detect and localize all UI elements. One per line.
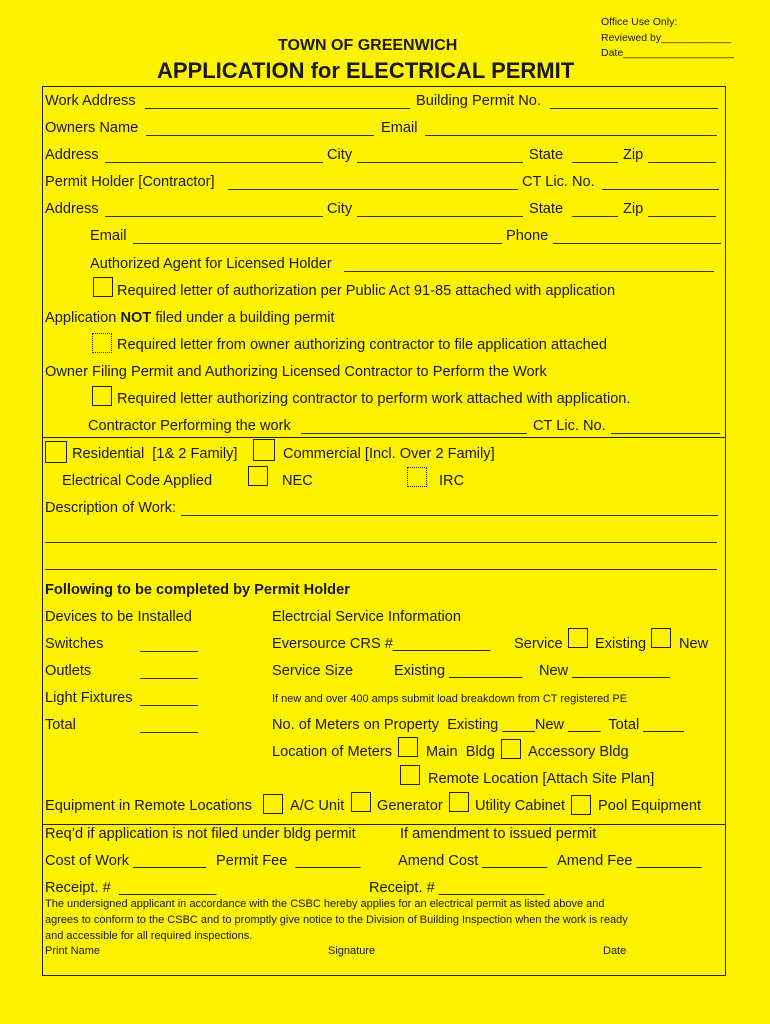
switches-field[interactable] <box>140 651 198 652</box>
owner-email-field[interactable] <box>425 135 717 136</box>
commercial-label: Commercial [Incl. Over 2 Family] <box>283 446 495 462</box>
ac-unit-label: A/C Unit <box>290 798 345 814</box>
residential-label: Residential [1& 2 Family] <box>72 446 238 462</box>
contractor-zip-field[interactable] <box>648 216 716 217</box>
contractor-performing-field[interactable] <box>301 433 527 434</box>
permit-fee-field[interactable]: Permit Fee ________ <box>216 853 361 869</box>
pool-equipment-label: Pool Equipment <box>598 798 702 814</box>
contractor-letter-label: Required letter authorizing contractor to perform work attached with application. <box>117 391 631 407</box>
office-use-title: Office Use Only: <box>601 16 678 28</box>
owner-city-field[interactable] <box>357 162 523 163</box>
form-title: APPLICATION for ELECTRICAL PERMIT <box>157 58 575 83</box>
service-info-label: Electrcial Service Information <box>272 609 461 625</box>
outlets-field[interactable] <box>140 678 198 679</box>
devices-label: Devices to be Installed <box>45 609 192 625</box>
building-permit-field[interactable] <box>550 108 718 109</box>
main-bldg-checkbox[interactable] <box>398 737 418 757</box>
service-size-label: Service Size <box>272 663 354 679</box>
declaration-line-1: The undersigned applicant in accordance with the CSBC hereby applies for an electrical permit as listed above and <box>45 898 605 910</box>
cost-of-work-field[interactable]: Cost of Work _________ <box>45 853 207 869</box>
load-breakdown-note: If new and over 400 amps submit load breakdown from CT registered PE <box>272 693 628 705</box>
work-address-label: Work Address <box>45 93 136 109</box>
service-existing-checkbox[interactable] <box>568 628 588 648</box>
location-meters-label: Location of Meters <box>272 744 393 760</box>
app-not-filed-not: NOT <box>120 310 152 326</box>
owner-state-field[interactable] <box>572 162 618 163</box>
outlets-label: Outlets <box>45 663 92 679</box>
utility-cabinet-checkbox[interactable] <box>449 792 469 812</box>
eversource-label: Eversource CRS #____________ <box>272 636 491 652</box>
declaration-line-3: and accessible for all required inspections. <box>45 930 253 942</box>
owner-filing-label: Owner Filing Permit and Authorizing Licensed Contractor to Perform the Work <box>45 364 547 380</box>
main-bldg-label: Main Bldg <box>426 744 495 760</box>
remote-location-label: Remote Location [Attach Site Plan] <box>428 771 655 787</box>
amend-fee-field[interactable]: Amend Fee ________ <box>557 853 702 869</box>
date-label: Date <box>603 945 627 957</box>
owner-address-label: Address <box>45 147 99 163</box>
app-not-filed-pre: Application <box>45 310 121 326</box>
service-size-new[interactable]: New ____________ <box>539 663 670 679</box>
owners-name-label: Owners Name <box>45 120 139 136</box>
ct-lic2-label: CT Lic. No. <box>533 418 606 434</box>
meters-label: No. of Meters on Property Existing ____New ____ Total _____ <box>272 717 684 733</box>
total-label: Total <box>45 717 76 733</box>
authorized-agent-field[interactable] <box>344 271 714 272</box>
contractor-address-field[interactable] <box>105 216 323 217</box>
accessory-bldg-checkbox[interactable] <box>501 739 521 759</box>
contractor-letter-checkbox[interactable] <box>92 386 112 406</box>
receipt-1-field[interactable]: Receipt. # ____________ <box>45 880 217 896</box>
service-new-checkbox[interactable] <box>651 628 671 648</box>
office-reviewed-by: Reviewed by____________ <box>601 32 732 44</box>
ct-lic-field[interactable] <box>602 189 719 190</box>
service-existing-label: Existing <box>595 636 647 652</box>
contractor-state-field[interactable] <box>572 216 618 217</box>
work-address-field[interactable] <box>145 108 410 109</box>
town-name: TOWN OF GREENWICH <box>278 37 458 54</box>
contractor-zip-label: Zip <box>623 201 644 217</box>
utility-cabinet-label: Utility Cabinet <box>475 798 566 814</box>
owner-address-field[interactable] <box>105 162 323 163</box>
section-divider-1 <box>42 437 726 438</box>
section-divider-2 <box>42 824 726 825</box>
print-name-label: Print Name <box>45 945 101 957</box>
phone-field[interactable] <box>553 243 721 244</box>
description-line-2[interactable] <box>45 542 717 543</box>
description-label: Description of Work: <box>45 500 177 516</box>
auth-letter-checkbox[interactable] <box>93 277 113 297</box>
residential-checkbox[interactable] <box>45 441 67 463</box>
amend-cost-field[interactable]: Amend Cost ________ <box>398 853 548 869</box>
permit-holder-heading: Following to be completed by Permit Holder <box>45 582 350 598</box>
office-date: Date___________________ <box>601 47 735 59</box>
contractor-email-label: Email <box>90 228 127 244</box>
app-not-filed-label <box>45 310 335 327</box>
description-line-1[interactable] <box>181 515 718 516</box>
owner-zip-label: Zip <box>623 147 644 163</box>
accessory-bldg-label: Accessory Bldg <box>528 744 629 760</box>
irc-checkbox[interactable] <box>407 467 427 487</box>
service-size-existing[interactable]: Existing _________ <box>394 663 523 679</box>
owner-zip-field[interactable] <box>648 162 716 163</box>
irc-label: IRC <box>439 473 465 489</box>
ct-lic-label: CT Lic. No. <box>522 174 595 190</box>
light-fixtures-label: Light Fixtures <box>45 690 133 706</box>
ct-lic2-field[interactable] <box>611 433 720 434</box>
generator-label: Generator <box>377 798 443 814</box>
contractor-state-label: State <box>529 201 564 217</box>
amendment-label: If amendment to issued permit <box>400 826 597 842</box>
owner-letter-label: Required letter from owner authorizing contractor to file application attached <box>117 337 607 353</box>
owner-city-label: City <box>327 147 353 163</box>
service-new-label: New <box>679 636 709 652</box>
code-applied-label: Electrical Code Applied <box>62 473 213 489</box>
ac-unit-checkbox[interactable] <box>263 794 283 814</box>
declaration-line-2: agrees to conform to the CSBC and to promptly give notice to the Division of Building Inspection when the work is ready <box>45 914 628 926</box>
reqd-label: Req’d if application is not filed under bldg permit <box>45 826 356 842</box>
contractor-performing-label: Contractor Performing the work <box>88 418 291 434</box>
owner-state-label: State <box>529 147 564 163</box>
app-not-filed-post: filed under a building permit <box>151 310 335 326</box>
permit-holder-label: Permit Holder [Contractor] <box>45 174 215 190</box>
contractor-city-field[interactable] <box>357 216 523 217</box>
commercial-checkbox[interactable] <box>253 439 275 461</box>
permit-holder-field[interactable] <box>228 189 518 190</box>
total-field[interactable] <box>140 732 198 733</box>
nec-label: NEC <box>282 473 313 489</box>
phone-label: Phone <box>506 228 549 244</box>
generator-checkbox[interactable] <box>351 792 371 812</box>
pool-equipment-checkbox[interactable] <box>571 795 591 815</box>
contractor-city-label: City <box>327 201 353 217</box>
authorized-agent-label: Authorized Agent for Licensed Holder <box>90 256 332 272</box>
contractor-address-label: Address <box>45 201 99 217</box>
equipment-remote-label: Equipment in Remote Locations <box>45 798 252 814</box>
switches-label: Switches <box>45 636 104 652</box>
description-line-3[interactable] <box>45 569 717 570</box>
contractor-email-field[interactable] <box>133 243 502 244</box>
light-fixtures-field[interactable] <box>140 705 198 706</box>
owners-name-field[interactable] <box>146 135 374 136</box>
service-label: Service <box>514 636 563 652</box>
nec-checkbox[interactable] <box>248 466 268 486</box>
auth-letter-label: Required letter of authorization per Public Act 91-85 attached with application <box>117 283 616 299</box>
owner-letter-checkbox[interactable] <box>92 333 112 353</box>
building-permit-label: Building Permit No. <box>416 93 541 109</box>
signature-label: Signature <box>328 945 376 957</box>
owner-email-label: Email <box>381 120 418 136</box>
receipt-2-field[interactable]: Receipt. # _____________ <box>369 880 545 896</box>
remote-location-checkbox[interactable] <box>400 765 420 785</box>
